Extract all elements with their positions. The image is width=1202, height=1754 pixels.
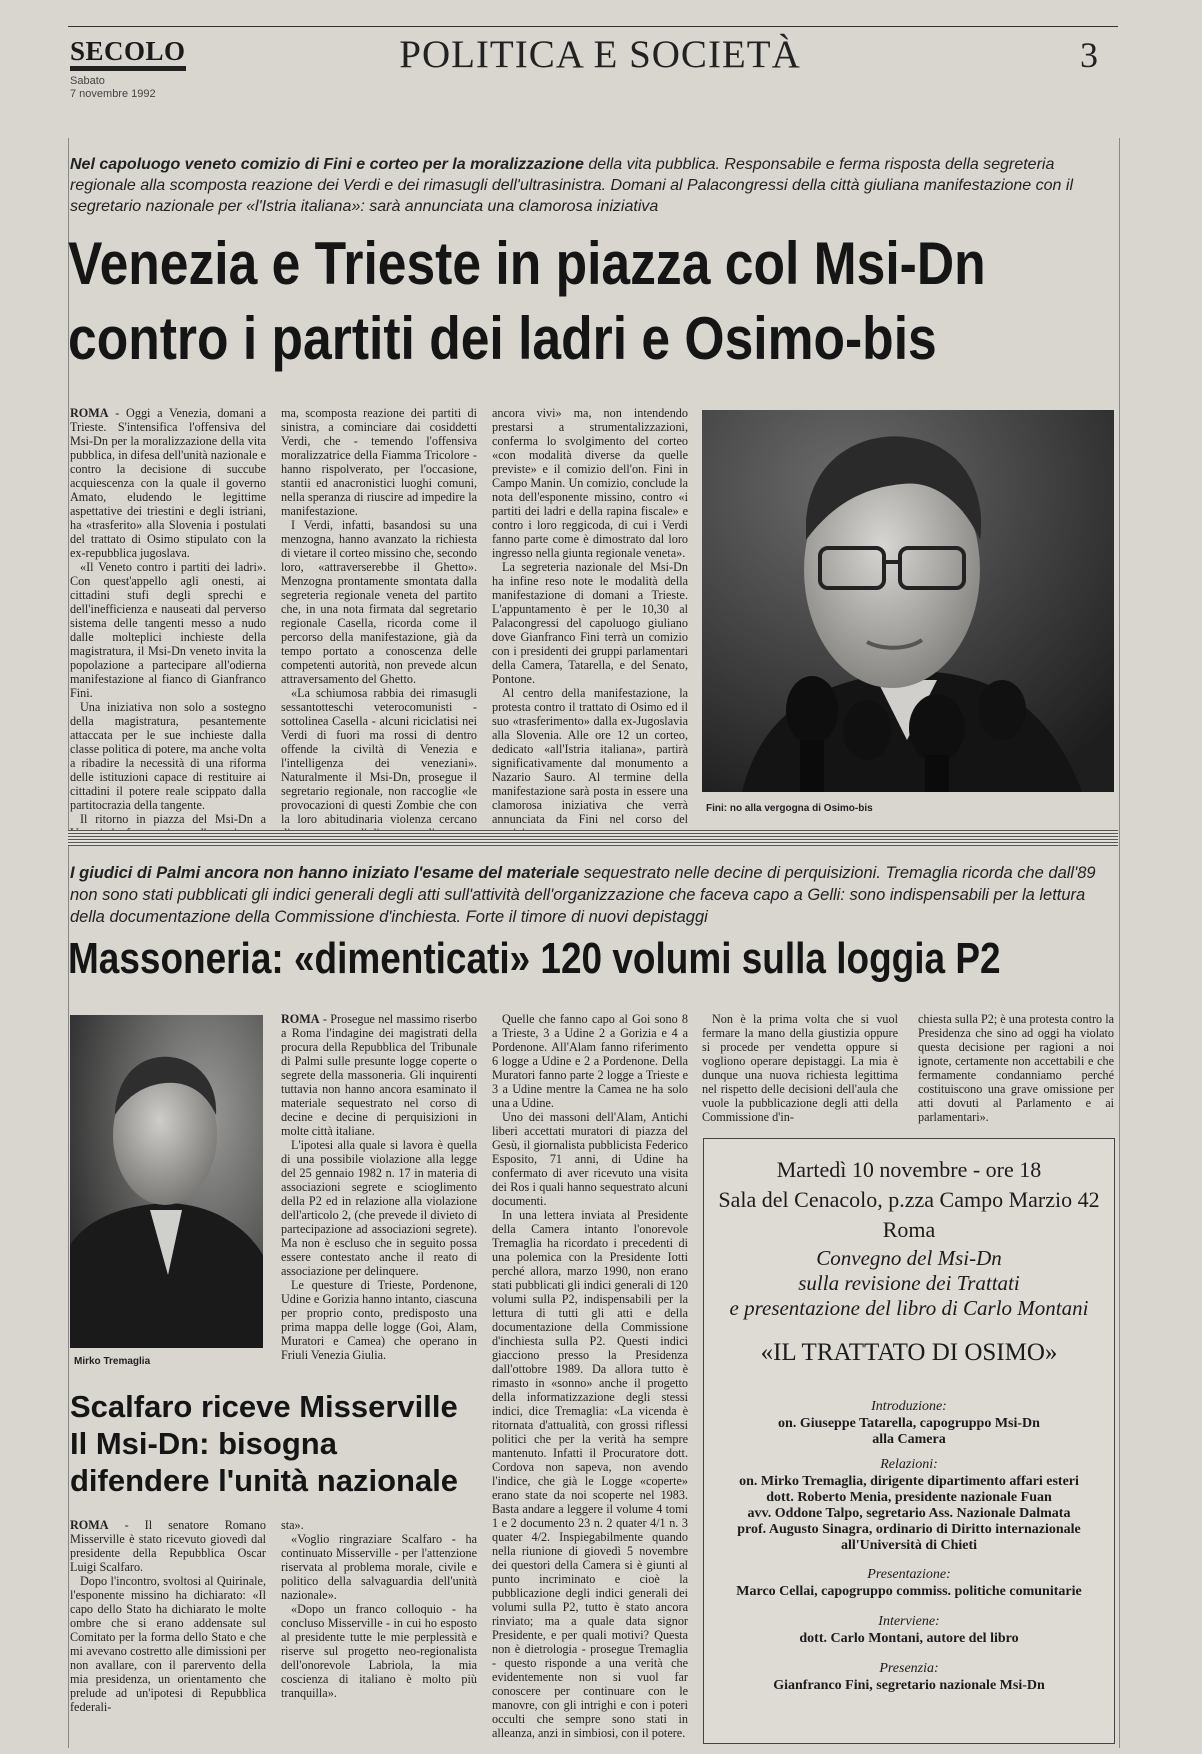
article2-paragraph: Le questure di Trieste, Pordenone, Udine e Gorizia hanno intanto, ciascuna per proprio conto, predisposto una prima mappa delle logge (Goi, Alam, Muratori e Camea) che operano in Friuli Venezia Giulia. <box>281 1278 477 1362</box>
event-presentation-line: Marco Cellai, capogruppo commiss. politiche comunitarie <box>736 1584 1082 1599</box>
article2-kicker <box>70 862 1110 928</box>
article1-paragraph: Una iniziativa non solo a sostegno della magistratura, pesantemente attaccata per le sue inchieste dalla classe politica di potere, ma anche volta a ribadire la necessità di una riforma delle istituzioni capace di restituire ai cittadini il potere reale scippato dalla partitocrazia della tangente. <box>70 700 266 812</box>
event-relation-line: prof. Augusto Sinagra, ordinario di Diritto internazionale <box>737 1522 1081 1537</box>
article1-lead-paragraph <box>70 406 266 560</box>
event-relations-heading: Relazioni: <box>880 1457 938 1472</box>
article2-kicker-rest: sequestrato nelle decine di perquisizioni. Tremaglia ricorda che dall'89 non sono stati pubblicati gli indici generali degli atti sull'attività dell'organizzazione che faceva capo a Gelli: sono indispensabili per la lettura della documentazione della Commissione d'inchiesta. Forte il timore di nuovi depistaggi <box>70 864 1096 926</box>
page-number: 3 <box>1080 35 1098 75</box>
article1-paragraph: - Oggi a Venezia, domani a Trieste. S'intensifica l'offensiva del Msi-Dn per la moralizzazione della vita pubblica, in difesa dell'unità nazionale e contro la decisione di succube acquiescenza con la quale il governo Amato, eludendo le legittime aspettative dei triestini e degli istriani, ha «trasferito» alla Slovenia i postulati del trattato di Osimo stipulato con la ex-repubblica jugoslava. <box>70 406 266 560</box>
article3-column-1 <box>70 1518 266 1743</box>
event-date: Martedì 10 novembre - ore 18 <box>776 1157 1042 1182</box>
article1-paragraph: I Verdi, infatti, basandosi su una menzogna, hanno avanzato la richiesta di vietare il corteo missino che, secondo loro, «attraverserebbe il Ghetto». Menzogna prontamente smontata dalla segreteria regionale veneta del partito che, in una nota firmata dal segretario regionale Casella, ricorda come il percorso della manifestazione, già da tempo portato a conoscenza delle competenti autorità, non prevede alcun attraversamento del Ghetto. <box>281 518 477 686</box>
article3-paragraph: sta». <box>281 1518 304 1532</box>
event-description-line: sulla revisione dei Trattati <box>798 1271 1020 1295</box>
article1-headline-line1: Venezia e Trieste in piazza col Msi-Dn <box>68 230 986 297</box>
article2-paragraph: - Prosegue nel massimo riserbo a Roma l'indagine dei magistrati della procura della Repubblica del Tribunale di Palmi sulle presunte logge coperte o segrete della massoneria. Gli inquirenti tuttavia non hanno ancora esaminato il materiale sequestrato nel corso di decine e decine di perquisizioni in molte città italiane. <box>281 1012 477 1138</box>
fini-photo <box>702 410 1114 792</box>
event-relation-line: avv. Oddone Talpo, segretario Ass. Nazionale Dalmata <box>747 1506 1071 1521</box>
tremaglia-photo-caption: Mirko Tremaglia <box>74 1356 151 1367</box>
event-relation-line: all'Università di Chieti <box>840 1538 978 1553</box>
tremaglia-photo <box>70 1015 263 1348</box>
article3-paragraph: - Il senatore Romano Misserville è stato ricevuto giovedì dal presidente della Repubblica Oscar Luigi Scalfaro. <box>70 1518 266 1574</box>
section-divider <box>68 830 1118 846</box>
fini-photo-caption: Fini: no alla vergogna di Osimo-bis <box>706 803 873 814</box>
article2-dateline: ROMA <box>281 1012 320 1026</box>
article2-paragraph: Non è la prima volta che si vuol fermare la mano della giustizia oppure si procede per vendetta oppure si vogliono operare depistaggi. La mia è dunque una nuova richiesta legittima nel rispetto delle decisioni dell'aula che vuole la pubblicazione degli atti della Commissione d'in- <box>702 1012 898 1124</box>
article3-paragraph: Dopo l'incontro, svoltosi al Quirinale, l'esponente missino ha dichiarato: «Il capo dello Stato ha dichiarato le molte ombre che si erano addensate sul Comitato per la forma dello Stato e che mi avevano costretto alle dimissioni per non avallare, con il parervento della mia presidenza, un orientamento che prelude ad un'ipotesi di Repubblica federali- <box>70 1574 266 1714</box>
article2-paragraph: L'ipotesi alla quale si lavora è quella di una possibile violazione alla legge del 25 gennaio 1982 n. 17 in materia di associazioni segrete e scioglimento della P2 ed in relazione alla violazione dell'articolo 2, (che prevede il divieto di partecipazione ad associazioni segrete). Ma non è escluso che in seguito possa essere contestato anche il reato di associazione per delinquere. <box>281 1138 477 1278</box>
tremaglia-portrait-image <box>70 1015 263 1348</box>
article2-headline: Massoneria: «dimenticati» 120 volumi sulla loggia P2 <box>68 934 1001 983</box>
article1-paragraph: ma, scomposta reazione dei partiti di sinistra, a cominciare dai cosiddetti Verdi, che - temendo l'offensiva moralizzatrice della Fiamma Tricolore - hanno rispolverato, per l'occasione, stantii ed anacronistici luoghi comuni, nella speranza di riuscire ad impedire la manifestazione. <box>281 406 477 518</box>
article3-headline <box>70 1388 490 1499</box>
article1-paragraph: La segreteria nazionale del Msi-Dn ha infine reso note le modalità della manifestazione di domani a Trieste. L'appuntamento è per le 10,30 al Palacongressi del capoluogo giuliano dove Gianfranco Fini terrà un comizio con i presidenti dei gruppi parlamentari della Camera, Tatarella, e del Senato, Pontone. <box>492 560 688 686</box>
section-title: POLITICA E SOCIETÀ <box>399 33 801 76</box>
article2-paragraph: In una lettera inviata al Presidente della Camera intanto l'onorevole Tremaglia ha ricordato i precedenti di una polemica con la Presidente Iotti perché allora, marzo 1990, non erano stati pubblicati gli indici generali di 120 volumi sulla P2, indispensabili per la lettura di tutti gli atti e della documentazione della Commissione d'inchiesta sulla P2. Questi indici giacciono presso la Presidenza dall'ottobre 1989. Da allora tutto è rimasto in «sonno» anche il progetto della informatizzazione degli stessi indici, dice Tremaglia: «La vicenda è ritornata d'attualità, con grossi riflessi politici che per la verità ha sempre mantenuto. Infatti il Procuratore dott. Cordova non sapeva, non avendo l'indice, che già le Logge «coperte» erano state da noi scoperte nel 1983. Basta andare a leggere il volume 4 tomi 1 e 2 documento 23 n. 2 quater 4/1 n. 3 quater 4/2. Inspiegabilmente quando nella riunione di giovedì 5 novembre dei questori della Camera si è giunti al punto incriminato e cioè la pubblicazione degli indici generali dei volumi sulla P2, tutto è stato ancora rinviato; ma a quale data signor Presidente, e per quali motivi? Questa non è dietrologia - prosegue Tremaglia - questo risponde a una verità che evidentemente non si vuol far conoscere per continuare con le manovre, con gli intrighi e con i poteri occulti che sempre sono stati in alleanza, anzi in simbiosi, con il potere. <box>492 1208 688 1740</box>
event-intro-line: on. Giuseppe Tatarella, capogruppo Msi-Dn <box>778 1416 1040 1431</box>
event-speaker-heading: Interviene: <box>878 1614 940 1629</box>
masthead-day: Sabato <box>70 75 105 87</box>
event-intro-line: alla Camera <box>872 1432 946 1447</box>
event-relation-line: on. Mirko Tremaglia, dirigente dipartimento affari esteri <box>739 1474 1079 1489</box>
article1-column-1 <box>70 406 266 846</box>
article2-paragraph: Uno dei massoni dell'Alam, Antichi liberi accettati muratori di piazza del Gesù, il giornalista pubblicista Federico Esposito, 71 anni, di Udine ha confermato di aver ricevuto una visita dei Ros i quali hanno sequestrato alcuni documenti. <box>492 1110 688 1208</box>
article3-headline-line3: difendere l'unità nazionale <box>70 1463 459 1498</box>
article3-headline-line1: Scalfaro riceve Misserville <box>70 1389 458 1424</box>
article1-dateline: ROMA <box>70 406 109 420</box>
event-place: Sala del Cenacolo, p.zza Campo Marzio 42 <box>718 1187 1100 1212</box>
article1-column-2 <box>281 406 477 846</box>
event-description-line: Convegno del Msi-Dn <box>816 1246 1002 1270</box>
event-relation-line: dott. Roberto Menia, presidente nazionale Fuan <box>766 1490 1052 1505</box>
article2-paragraph: Quelle che fanno capo al Goi sono 8 a Trieste, 3 a Udine 2 a Gorizia e 4 a Pordenone. All'Alam fanno riferimento 6 logge a Udine e 2 a Pordenone. Della Muratori fanno parte 2 logge a Trieste e 3 a Udine mentre la Camea ne ha solo una a Udine. <box>492 1012 688 1110</box>
event-description-line: e presentazione del libro di Carlo Montani <box>729 1296 1089 1320</box>
article2-lead-paragraph <box>281 1012 477 1138</box>
masthead-date <box>70 75 156 101</box>
masthead-full-date: 7 novembre 1992 <box>70 88 156 100</box>
event-presentation-heading: Presentazione: <box>867 1567 951 1582</box>
article3-column-2 <box>281 1518 477 1743</box>
event-book-title: «IL TRATTATO DI OSIMO» <box>760 1339 1058 1366</box>
top-rule <box>68 26 1118 27</box>
article1-column-3 <box>492 406 688 846</box>
article2-column-3 <box>702 1012 898 1122</box>
article2-column-4 <box>918 1012 1114 1122</box>
article2-kicker-bold: I giudici di Palmi ancora non hanno iniziato l'esame del materiale <box>70 864 580 882</box>
event-presides-heading: Presenzia: <box>879 1661 939 1676</box>
event-city: Roma <box>882 1217 936 1242</box>
article1-paragraph: «Il Veneto contro i partiti dei ladri». Con quest'appello agli onesti, ai cittadini stufi degli sprechi e dell'inefficienza e nauseati dal perverso sistema delle tangenti messo a nudo dalle molteplici inchieste della magistratura, il Msi-Dn veneto invita la popolazione a partecipare all'odierna manifestazione al fianco di Gianfranco Fini. <box>70 560 266 700</box>
event-presides-line: Gianfranco Fini, segretario nazionale Msi-Dn <box>773 1678 1045 1693</box>
article2-column-2 <box>492 1012 688 1740</box>
article1-paragraph: Al centro della manifestazione, la protesta contro il trattato di Osimo ed il suo «trasferimento» dalla ex-Jugoslavia alla Slovenia. Alle ore 12 un corteo, dedicato «all'Istria italiana», partirà significativamente dal monumento a Nazario Sauro. Al termine della manifestazione sarà posta in essere una clamorosa iniziativa che verrà annunciata da Fini nel corso del <box>492 686 688 826</box>
article1-kicker-rest: della vita pubblica. Responsabile e ferma risposta della segreteria regionale alla scomposta reazione dei Verdi e dei rimasugli dell'ultrasinistra. Domani al Palacongressi della città giuliana manifestazione con il segretario nazionale per «l'Istria italiana»: sarà annunciata una clamorosa iniziativa <box>70 156 1073 215</box>
event-speaker-line: dott. Carlo Montani, autore del libro <box>799 1631 1019 1646</box>
article1-paragraph: «La schiumosa rabbia dei rimasugli sessantotteschi veterocomunisti - sottolinea Casella - alcuni riciclatisi nei Verdi di fuori ma rossi di dentro offende la civiltà di Venezia e l'intelligenza dei veneziani». Naturalmente il Msi-Dn, prosegue il segretario regionale, non raccoglie «le provocazioni di questi Zombie che con la loro abitudinaria violenza cercano <box>281 686 477 826</box>
article2-paragraph: chiesta sulla P2; è una protesta contro la Presidenza che sino ad oggi ha violato questa decisione per ragioni a noi ignote, certamente non accettabili e che fermamente condanniamo perché costituiscono una grave omissione per atti dovuti al Parlamento e ai parlamentari». <box>918 1012 1114 1124</box>
article1-kicker <box>70 154 1110 217</box>
event-intro-heading: Introduzione: <box>871 1399 947 1414</box>
article3-dateline: ROMA <box>70 1518 109 1532</box>
article1-kicker-bold: Nel capoluogo veneto comizio di Fini e corteo per la moralizzazione <box>70 156 584 173</box>
article3-lead-paragraph <box>70 1518 266 1574</box>
article1-paragraph: Il ritorno in piazza del Msi-Dn a <box>80 812 266 826</box>
article3-headline-line2: Il Msi-Dn: bisogna <box>70 1426 337 1461</box>
article1-headline-line2: contro i partiti dei ladri e Osimo-bis <box>68 305 937 372</box>
fini-portrait-image <box>702 410 1114 792</box>
article3-paragraph: «Dopo un franco colloquio - ha concluso Misserville - in cui ho esposto al presidente tutte le mie perplessità e riserve sul progetto neo-regionalista dell'onorevole Labriola, la mia coscienza di italiano è molto più tranquilla». <box>281 1602 477 1700</box>
article1-paragraph: ancora vivi» ma, non intendendo prestarsi a strumentalizzazioni, conferma lo svolgimento del corteo «con modalità diverse da quelle previste» e il comizio dell'on. Fini in Campo Manin. Un comizio, conclude la nota dell'esponente missino, contro «i partiti dei ladri e della rapina fiscale» e contro i loro reggicoda, di cui i Verdi fanno parte come è dimostrato dal loro ingresso nella giunta regionale veneta». <box>492 406 688 560</box>
masthead-name: SECOLO <box>70 36 186 71</box>
article3-paragraph: «Voglio ringraziare Scalfaro - ha continuato Misserville - per l'attenzione riservata al problema morale, civile e politico della salvaguardia dell'unità nazionale». <box>281 1532 477 1602</box>
event-announcement-box <box>703 1138 1115 1744</box>
